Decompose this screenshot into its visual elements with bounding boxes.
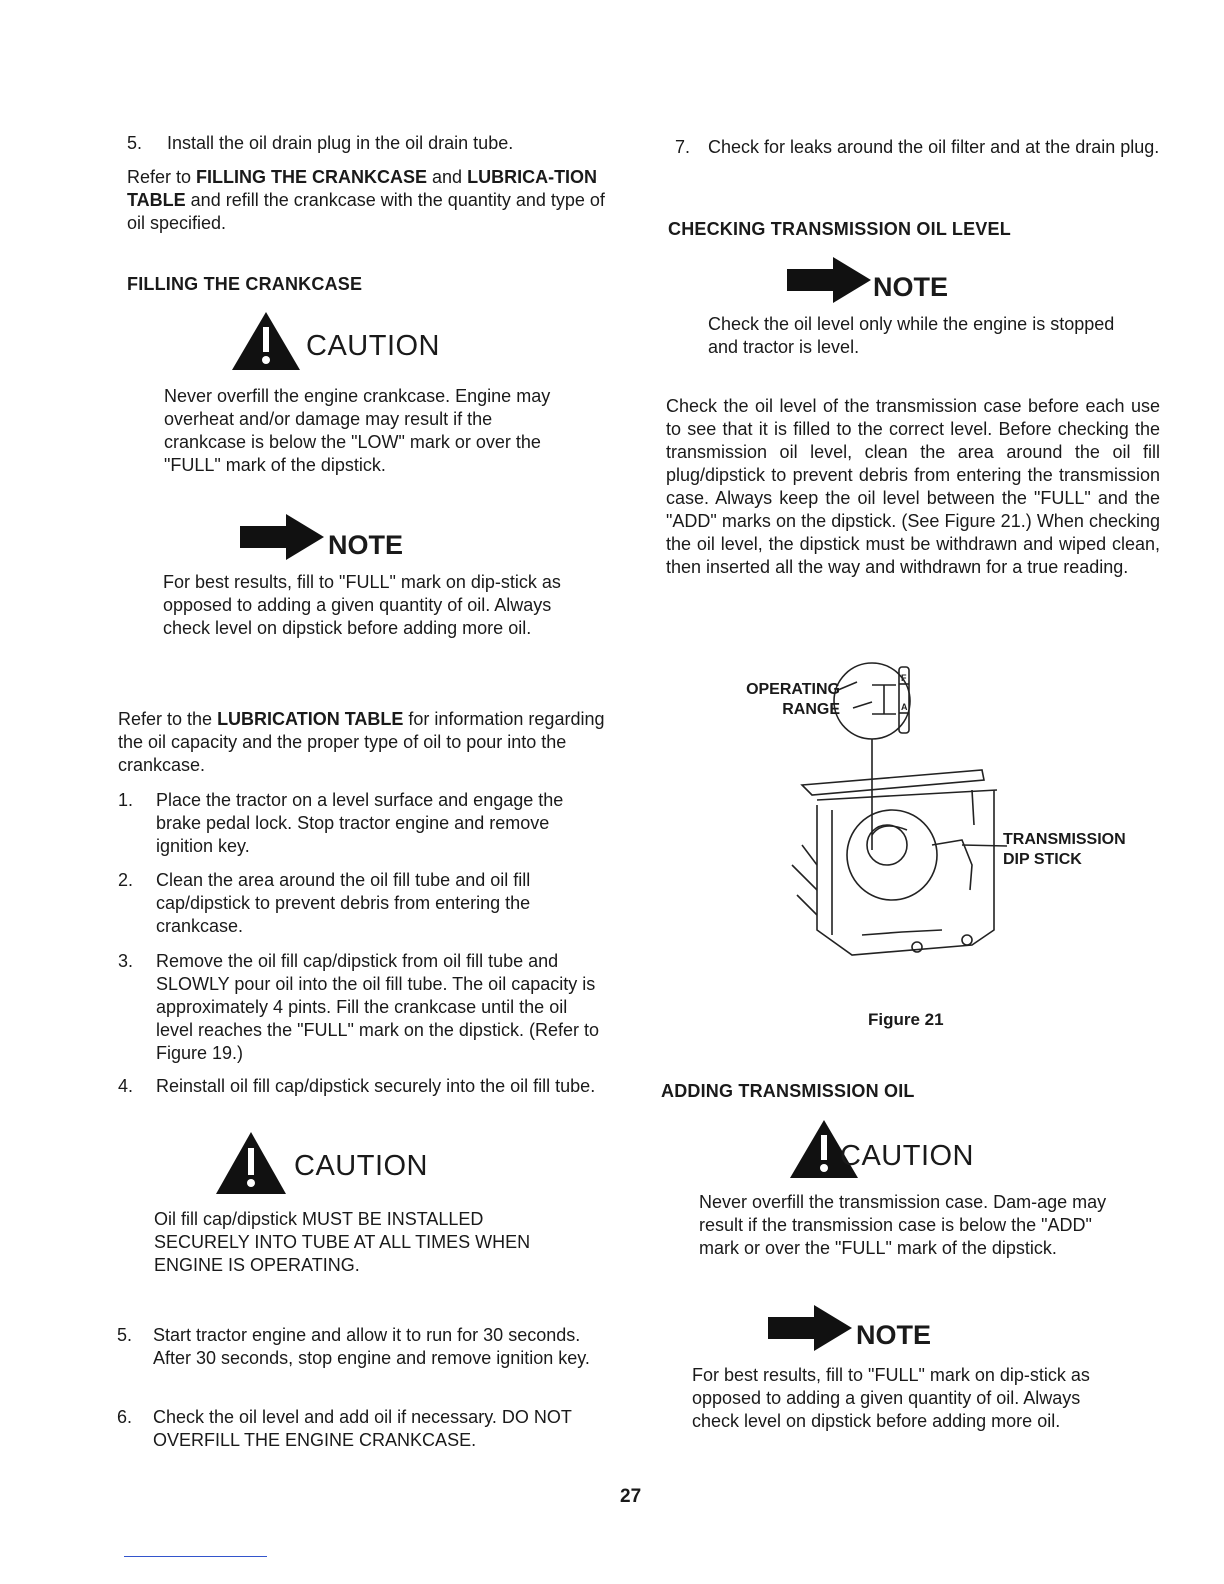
- transmission-dipstick-label: TRANSMISSION DIP STICK: [1003, 831, 1126, 868]
- footer-rule: [124, 1556, 267, 1557]
- note-box-3: [768, 1303, 968, 1353]
- warning-triangle-icon: [214, 1130, 288, 1196]
- note-title: NOTE: [328, 530, 404, 560]
- manual-page: 5. Install the oil drain plug in the oil drain tube. Refer to FILLING THE CRANKCASE and LUBRICA-TION TABLE and refill the crankcase with the quantity and type of oil specified. FILLING THE CRANKCASE CAUTION Never overfill the engine crankcase. Engine may overheat and/or damage may result if the crankcase is below the "LOW" mark or over the "FULL" mark of the dipstick. NOTE For best results, fill to "FULL" mark on dip-stick as opposed to adding a given quantity of oil. Always check level on dipstick before adding more oil. Refer to the LUBRICATION TABLE for information regarding the oil capacity and the proper type of oil to pour into the crankcase. 1. Place the tractor on a level surface and engage the brake pedal lock. Stop tractor engine and remove ignition key. 2. Clean the area around the oil fill tube and oil fill cap/dipstick to prevent debris from entering the crankcase. 3. Remove the oil fill cap/dipstick from oil fill tube and SLOWLY pour oil into the oil fill tube. The oil capacity is approximately 4 pints. Fill the crankcase until the oil level reaches the "FULL" mark on the dipstick. (Refer to Figure 19.) 4. Reinstall oil fill cap/dipstick securely into the oil fill tube. CAUTION Oil fill cap/dipstick MUST BE INSTALLED SECURELY INTO TUBE AT ALL TIMES WHEN ENGINE IS OPERATING. 5. Start tractor engine and allow it to run for 30 seconds. After 30 seconds, stop engine and remove ignition key. 6. Check the oil level and add oil if necessary. DO NOT OVERFILL THE ENGINE CRANKCASE. 7. Check for leaks around the oil filter and at the drain plug. CHECKING TRANSMISSION OIL LEVEL NOTE Check the oil level only while the engine is stopped and tractor is level. Check the oil level of the transmission case before each use to see that it is filled to the correct level. Before checking the transmission oil level, clean the area around the oil fill plug/dipstick to prevent debris from entering the transmission case. Always keep the oil level between the "FULL" and the "ADD" marks on the dipstick. (See Figure 21.) When checking the oil level, the dipstick must be withdrawn and wiped clean, then inserted all the way and withdrawn for a true reading. F A OPERATING RANGE TRANSMISSION DIP STICK Figure 21 ADDING TRANSMISSION OIL CAUTION Never overfill the transmission case. Dam-age may result if the transmission case is below the "ADD" mark or over the "FULL" mark of the dipstick. NOTE For best results, fill to "FULL" mark on dip-stick as opposed to adding a given quantity of oil. Always check level on dipstick before adding more oil. 27: [0, 0, 1224, 1584]
- step-text: Install the oil drain plug in the oil drain tube.: [167, 133, 514, 153]
- caution-box-3: [788, 1118, 1028, 1180]
- refer-lubrication-paragraph: Refer to the LUBRICATION TABLE for information regarding the oil capacity and the proper type of oil to pour into the crankcase.: [118, 709, 605, 775]
- note-3-text: For best results, fill to "FULL" mark on dip-stick as opposed to adding a given quantity of oil. Always check level on dipstick before adding more oil.: [692, 1365, 1090, 1431]
- caution-2-text: Oil fill cap/dipstick MUST BE INSTALLED SECURELY INTO TUBE AT ALL TIMES WHEN ENGINE IS OPERATING.: [154, 1209, 531, 1275]
- heading-filling-crankcase: FILLING THE CRANKCASE: [127, 274, 363, 294]
- note-box-1: [240, 512, 440, 562]
- add-mark-label: A: [901, 702, 908, 712]
- caution-1-text: Never overfill the engine crankcase. Engine may overheat and/or damage may result if the crankcase is below the "LOW" mark or over the "FULL" mark of the dipstick.: [164, 386, 551, 475]
- full-mark-label: F: [901, 673, 907, 683]
- caution-box-2: [214, 1130, 454, 1196]
- heading-adding-transmission: ADDING TRANSMISSION OIL: [661, 1081, 915, 1101]
- caution-title: CAUTION: [294, 1150, 428, 1182]
- check-oil-paragraph: Check the oil level of the transmission case before each use to see that it is filled to the correct level. Before checking the transmission oil level, clean the area around the oil fill plug/dipstick to prevent debris from entering the transmission case. Always keep the oil level between the "FULL" and the "ADD" marks on the dipstick. (See Figure 21.) When checking the oil level, the dipstick must be withdrawn and wiped clean, then inserted all the way and withdrawn for a true reading.: [666, 396, 1160, 577]
- note-1-text: For best results, fill to "FULL" mark on dip-stick as opposed to adding a given quantity of oil. Always check level on dipstick before adding more oil.: [163, 572, 561, 638]
- arrow-right-icon: [240, 512, 324, 562]
- arrow-right-icon: [768, 1303, 852, 1353]
- heading-checking-transmission: CHECKING TRANSMISSION OIL LEVEL: [668, 219, 1011, 239]
- figure-21: [722, 650, 1152, 1040]
- note-title: NOTE: [873, 272, 949, 302]
- note-box-2: [787, 255, 987, 305]
- caution-title: CAUTION: [840, 1140, 974, 1172]
- caution-box-1: [230, 310, 470, 370]
- caution-title: CAUTION: [306, 330, 440, 362]
- warning-triangle-icon: [230, 310, 302, 372]
- note-2-text: Check the oil level only while the engine is stopped and tractor is level.: [708, 314, 1115, 357]
- caution-3-text: Never overfill the transmission case. Dam-age may result if the transmission case is below the "ADD" mark or over the "FULL" mark of the dipstick.: [699, 1192, 1107, 1258]
- note-title: NOTE: [856, 1320, 932, 1350]
- figure-caption: Figure 21: [868, 1010, 944, 1029]
- operating-range-label: OPERATING RANGE: [746, 681, 840, 718]
- refer-filling-paragraph: Refer to FILLING THE CRANKCASE and LUBRICA-TION TABLE and refill the crankcase with the quantity and type of oil specified.: [127, 167, 605, 233]
- arrow-right-icon: [787, 255, 871, 305]
- page-number: 27: [620, 1486, 642, 1507]
- step-number: 5.: [127, 133, 143, 153]
